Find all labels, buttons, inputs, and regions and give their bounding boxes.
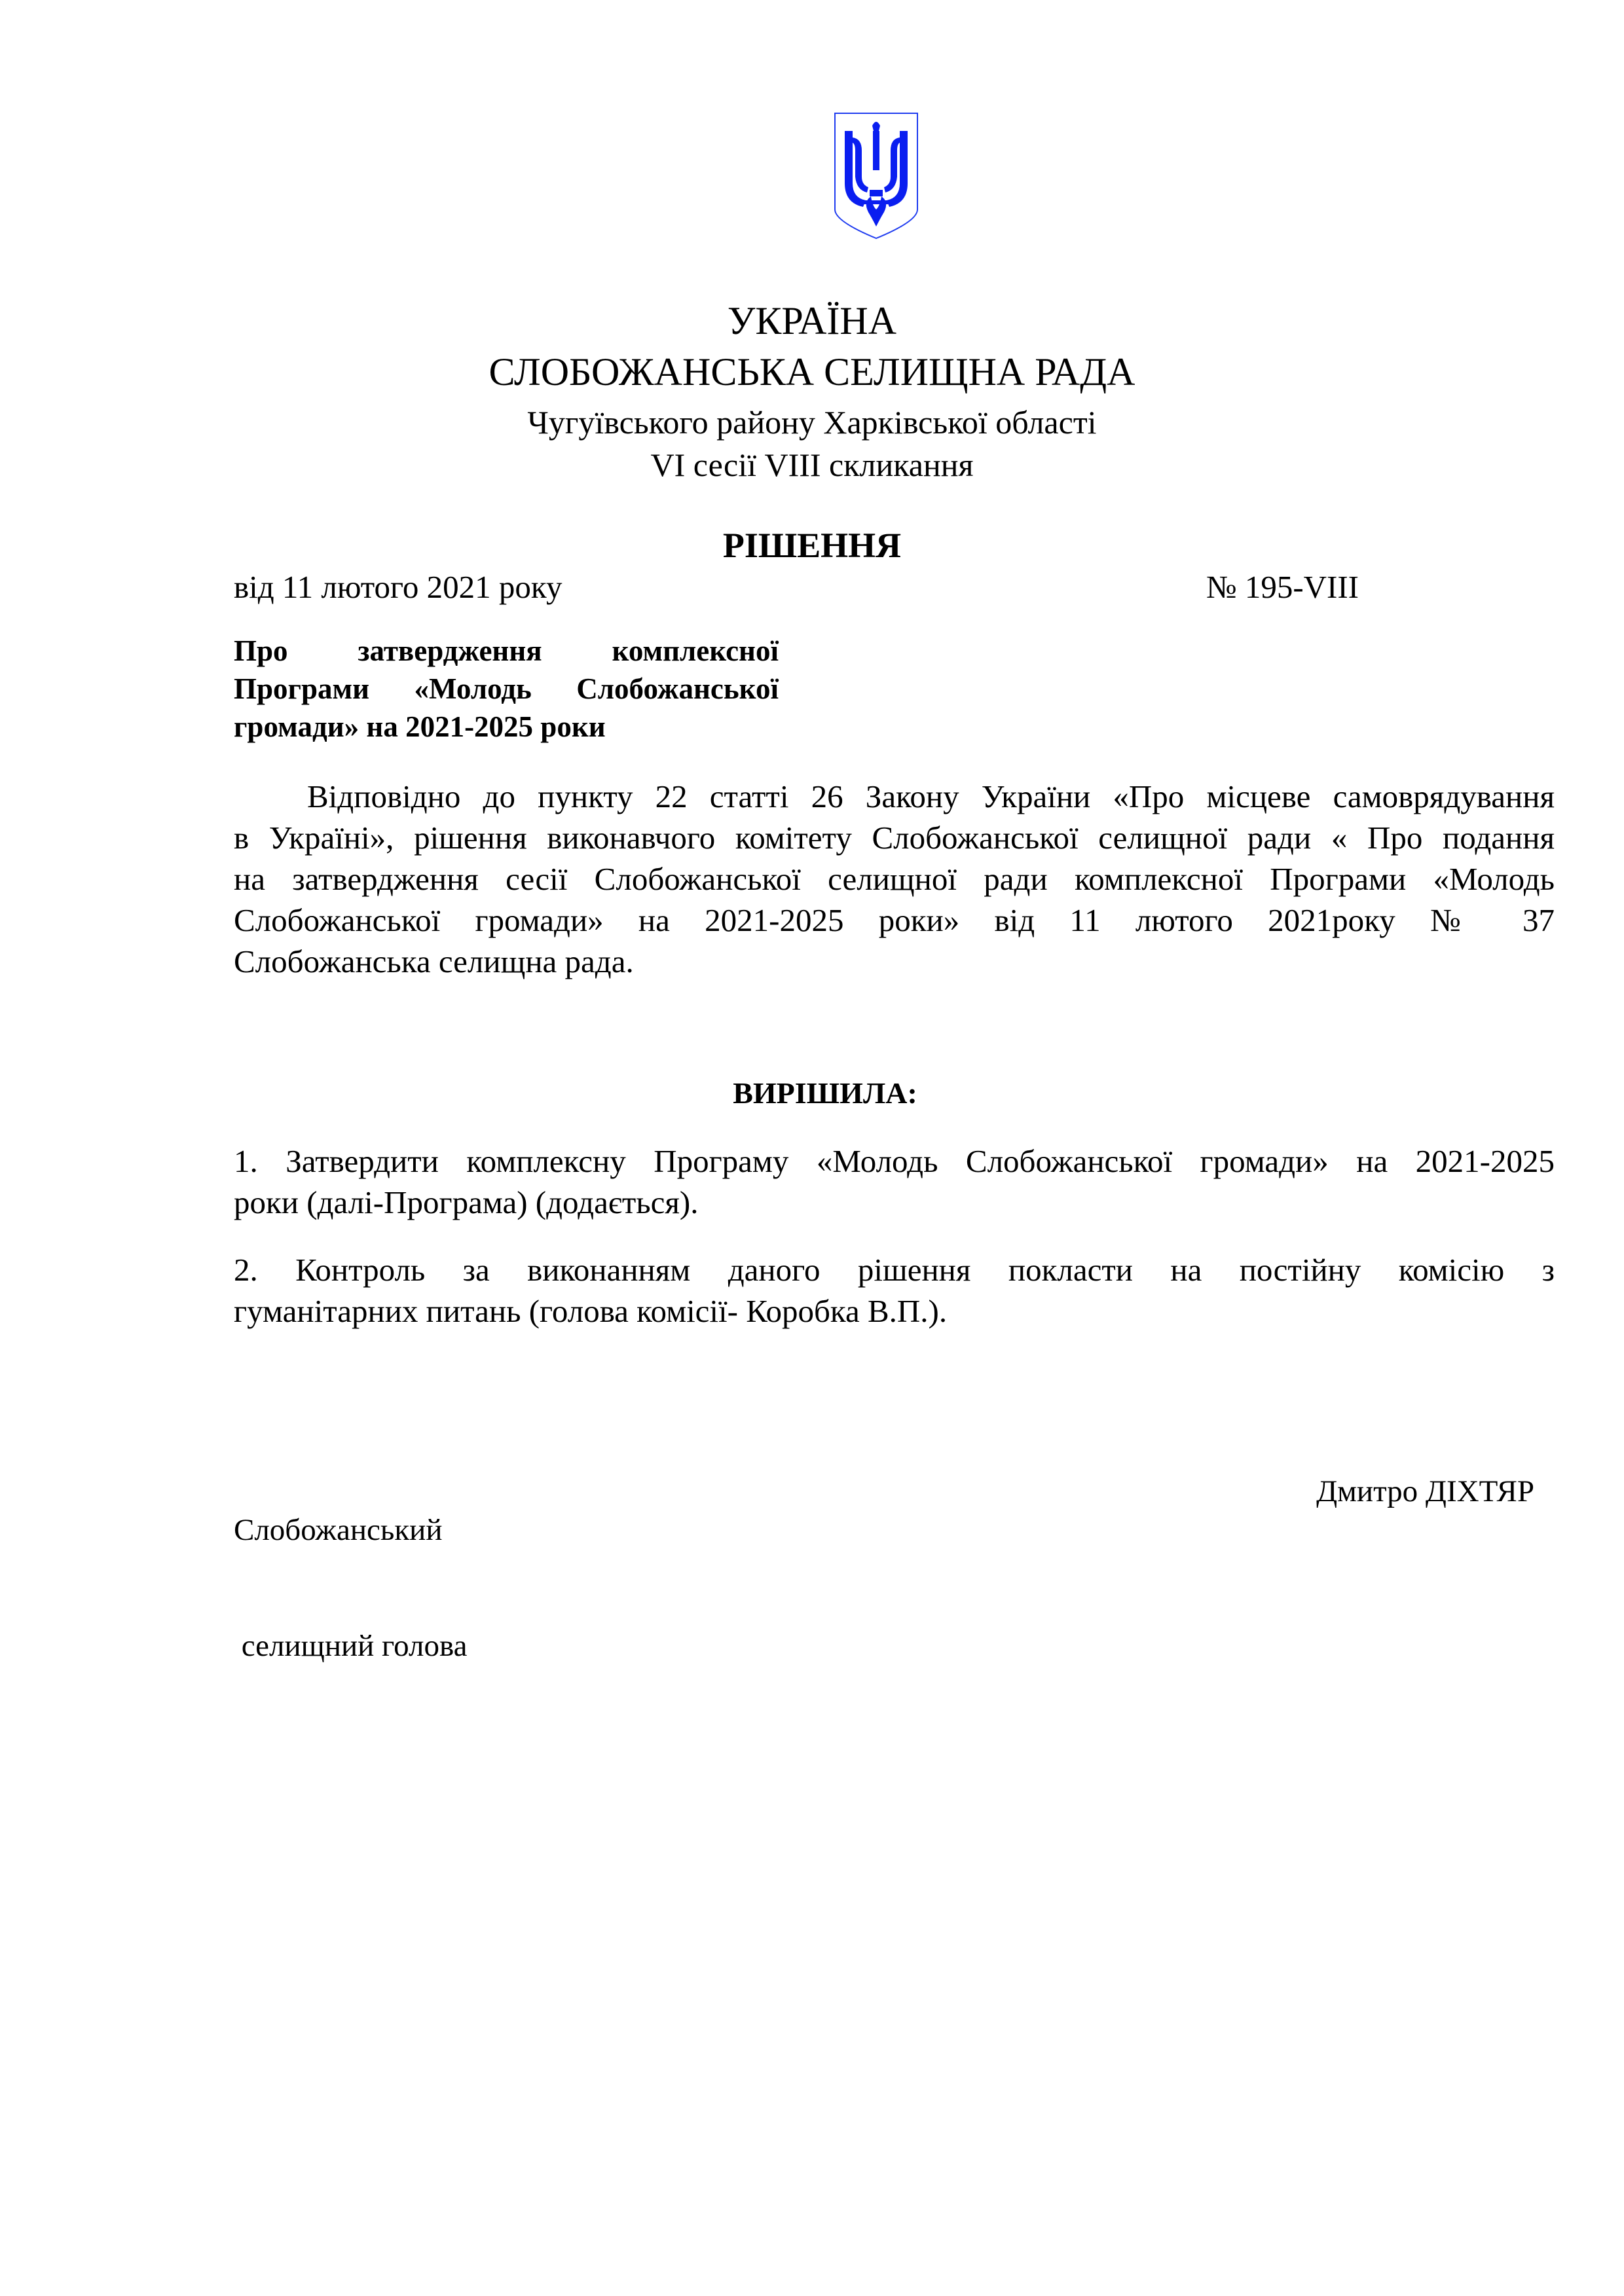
title-line: Про затвердження комплексної <box>234 634 779 667</box>
preamble-line: на затвердження сесії Слобожанської селищної ради комплексної Програми «Молодь <box>234 861 1555 897</box>
signatory-name: Дмитро ДІХТЯР <box>1316 1474 1534 1508</box>
council-heading: СЛОБОЖАНСЬКА СЕЛИЩНА РАДА <box>489 350 1135 393</box>
coat-of-arms-emblem <box>833 111 919 240</box>
document-number: № 195-VIII <box>1206 569 1359 605</box>
preamble-line: Слобожанська селищна рада. <box>234 943 634 979</box>
resolved-heading: ВИРІШИЛА: <box>733 1076 917 1110</box>
document-date: від 11 лютого 2021 року <box>234 569 563 605</box>
title-line: Програми «Молодь Слобожанської <box>234 672 779 705</box>
preamble-line: Відповідно до пункту 22 статті 26 Закону України «Про місцеве самоврядування <box>307 778 1555 814</box>
item-line: 2. Контроль за виконанням даного рішення покласти на постійну комісію з <box>234 1252 1555 1288</box>
preamble-paragraph <box>234 776 1555 982</box>
country-heading: УКРАЇНА <box>727 299 897 342</box>
district-subheading: Чугуївського району Харківської області <box>527 404 1097 441</box>
resolution-item-1 <box>234 1140 1555 1223</box>
item-line: роки (далі-Програма) (додається). <box>234 1184 699 1220</box>
position-line: селищний голова <box>234 1629 468 1663</box>
resolution-item-2 <box>234 1249 1555 1332</box>
title-line: громади» на 2021-2025 роки <box>234 710 606 743</box>
item-line: 1. Затвердити комплексну Програму «Молодь Слобожанської громади» на 2021-2025 <box>234 1143 1555 1179</box>
preamble-line: в Україні», рішення виконавчого комітету Слобожанської селищної ради « Про подання <box>234 820 1555 856</box>
trident-icon <box>833 111 919 240</box>
session-subheading: VI сесії VIII скликання <box>650 446 974 483</box>
position-line: Слобожанський <box>234 1513 443 1547</box>
item-line: гуманітарних питань (голова комісії- Коробка В.П.). <box>234 1293 948 1329</box>
signatory-position <box>234 1434 467 1704</box>
preamble-line: Слобожанської громади» на 2021-2025 роки» від 11 лютого 2021року № 37 <box>234 902 1555 938</box>
document-type: РІШЕННЯ <box>722 526 902 565</box>
document-title <box>234 632 779 746</box>
